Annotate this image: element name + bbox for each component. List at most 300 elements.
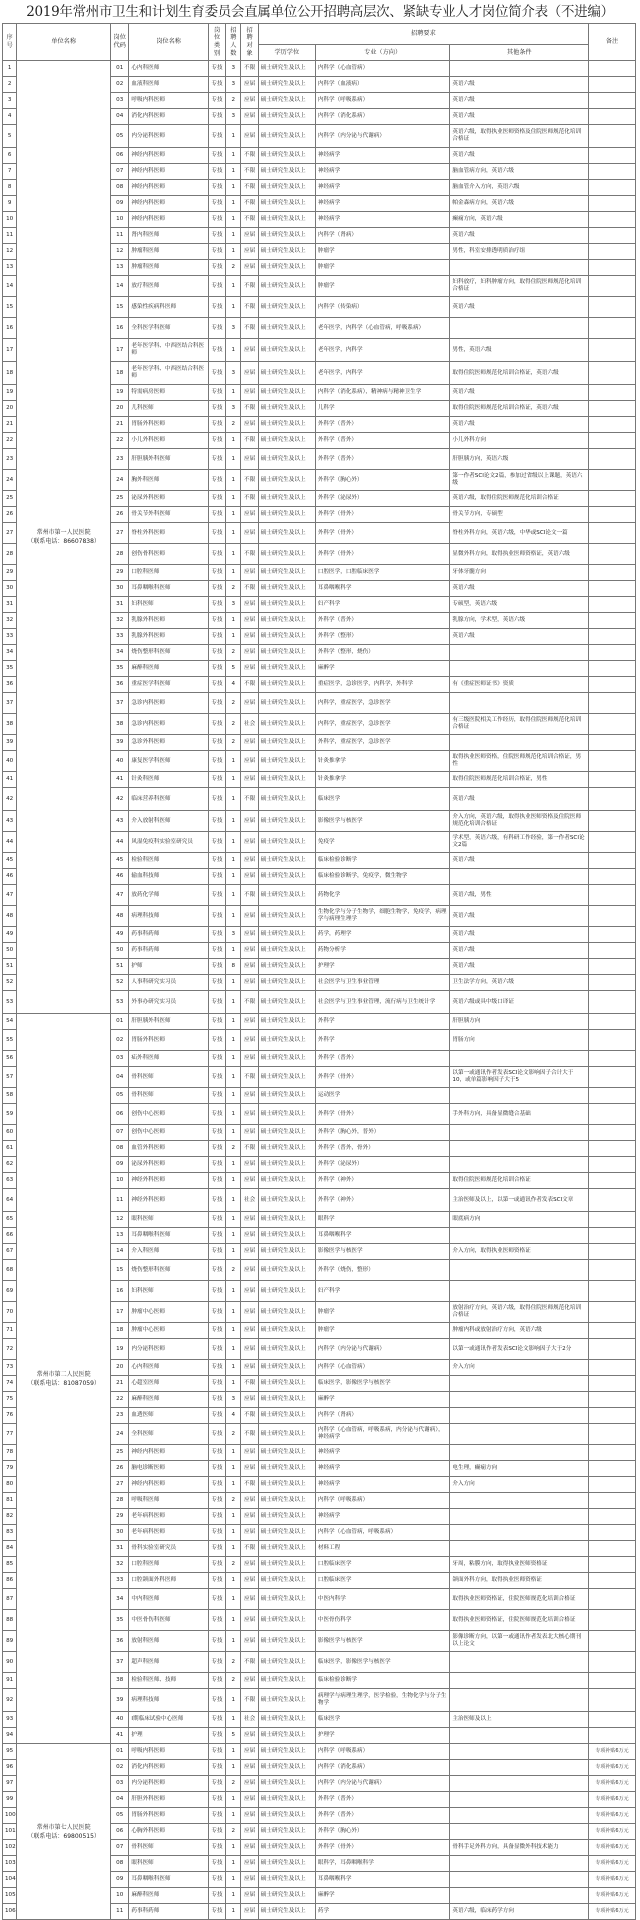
remark-cell	[589, 1051, 636, 1067]
post-name-cell: 病理科技师	[129, 906, 209, 927]
post-code-cell: 04	[111, 109, 129, 125]
hire-target-cell: 应届	[241, 1888, 258, 1904]
other-conditions-cell	[450, 1760, 589, 1776]
row-number-cell: 94	[3, 1728, 17, 1744]
hire-target-cell: 应届	[241, 906, 258, 927]
hire-count-cell: 1	[226, 523, 241, 544]
remark-cell	[589, 811, 636, 832]
major-cell: 外科学（骨外）	[315, 1067, 450, 1088]
other-conditions-cell	[450, 1525, 589, 1541]
post-name-cell: 康复医学科医师	[129, 751, 209, 772]
post-type-cell: 专技	[208, 1260, 225, 1281]
row-number-cell: 13	[3, 260, 17, 276]
row-number-cell: 26	[3, 507, 17, 523]
hire-target-cell: 不限	[241, 1067, 258, 1088]
post-code-cell: 05	[111, 125, 129, 148]
row-number-cell: 81	[3, 1493, 17, 1509]
education-cell: 硕士研究生及以上	[258, 212, 315, 228]
row-number-cell: 34	[3, 645, 17, 661]
header-no: 序号	[3, 24, 17, 61]
hire-count-cell: 1	[226, 1573, 241, 1589]
hire-count-cell: 2	[226, 693, 241, 714]
post-name-cell: 骨科医师	[129, 1067, 209, 1088]
major-cell: 口腔临床医学	[315, 1573, 450, 1589]
other-conditions-cell	[450, 260, 589, 276]
remark-cell	[589, 1493, 636, 1509]
post-code-cell: 15	[111, 297, 129, 318]
unit-phone: （联系电话：69800515）	[27, 1832, 100, 1840]
remark-cell	[589, 109, 636, 125]
post-name-cell: 妇科医师	[129, 597, 209, 613]
hire-target-cell: 不限	[241, 885, 258, 906]
major-cell: 内科学（消化系病），精神病与精神卫生学	[315, 385, 450, 401]
hire-count-cell: 1	[226, 1125, 241, 1141]
row-number-cell: 103	[3, 1856, 17, 1872]
remark-cell	[589, 1610, 636, 1631]
hire-target-cell: 应届	[241, 77, 258, 93]
remark-cell	[589, 228, 636, 244]
post-type-cell: 专技	[208, 1872, 225, 1888]
row-number-cell: 8	[3, 180, 17, 196]
other-conditions-cell: 胃肠方向	[450, 1030, 589, 1051]
remark-cell	[589, 1589, 636, 1610]
row-number-cell: 105	[3, 1888, 17, 1904]
hire-count-cell: 2	[226, 1260, 241, 1281]
major-cell: 临床医学	[315, 788, 450, 811]
education-cell: 硕士研究生及以上	[258, 1904, 315, 1920]
post-code-cell: 22	[111, 433, 129, 449]
remark-cell	[589, 1014, 636, 1030]
hire-count-cell: 2	[226, 714, 241, 735]
hire-count-cell: 3	[226, 318, 241, 339]
row-number-cell: 4	[3, 109, 17, 125]
post-name-cell: 脊柱外科医师	[129, 523, 209, 544]
post-code-cell: 18	[111, 362, 129, 385]
hire-target-cell: 应届	[241, 1840, 258, 1856]
other-conditions-cell	[450, 661, 589, 677]
education-cell: 硕士研究生及以上	[258, 959, 315, 975]
post-name-cell: 检验科医师	[129, 853, 209, 869]
education-cell: 硕士研究生及以上	[258, 943, 315, 959]
post-code-cell: 36	[111, 677, 129, 693]
hire-target-cell: 应届	[241, 1856, 258, 1872]
header-code: 岗位代码	[111, 24, 129, 61]
post-name-cell: 介入放射科医师	[129, 811, 209, 832]
major-cell: 外科学（普外）	[315, 1792, 450, 1808]
hire-target-cell: 应届	[241, 772, 258, 788]
post-type-cell: 专技	[208, 1824, 225, 1840]
remark-cell: 专项补贴6万元	[589, 1840, 636, 1856]
post-name-cell: 泌尿外科医师	[129, 1157, 209, 1173]
row-number-cell: 18	[3, 362, 17, 385]
row-number-cell: 7	[3, 164, 17, 180]
post-code-cell: 09	[111, 196, 129, 212]
unit-name-cell	[17, 1014, 111, 1744]
education-cell: 硕士研究生及以上	[258, 362, 315, 385]
major-cell: 内科学（消化系病）	[315, 109, 450, 125]
post-code-cell: 28	[111, 544, 129, 565]
row-number-cell: 55	[3, 1030, 17, 1051]
row-number-cell: 58	[3, 1088, 17, 1104]
row-number-cell: 86	[3, 1573, 17, 1589]
other-conditions-cell: 脑血管病方向，英语六级	[450, 164, 589, 180]
remark-cell	[589, 927, 636, 943]
row-number-cell: 71	[3, 1323, 17, 1339]
hire-count-cell: 4	[226, 1408, 241, 1424]
hire-count-cell: 1	[226, 1281, 241, 1302]
post-type-cell: 专技	[208, 1228, 225, 1244]
row-number-cell: 37	[3, 693, 17, 714]
education-cell: 硕士研究生及以上	[258, 1141, 315, 1157]
hire-target-cell: 不限	[241, 470, 258, 491]
row-number-cell: 50	[3, 943, 17, 959]
major-cell: 药学	[315, 1904, 450, 1920]
other-conditions-cell: 男性，英语六级	[450, 339, 589, 362]
row-number-cell: 59	[3, 1104, 17, 1125]
hire-target-cell: 应届	[241, 1125, 258, 1141]
education-cell: 硕士研究生及以上	[258, 196, 315, 212]
post-type-cell: 专技	[208, 1141, 225, 1157]
hire-count-cell: 3	[226, 109, 241, 125]
post-type-cell: 专技	[208, 228, 225, 244]
education-cell: 硕士研究生及以上	[258, 1212, 315, 1228]
post-code-cell: 03	[111, 93, 129, 109]
remark-cell	[589, 645, 636, 661]
hire-target-cell: 不限	[241, 164, 258, 180]
hire-target-cell: 应届	[241, 1631, 258, 1652]
remark-cell	[589, 1424, 636, 1445]
unit-name-cell	[17, 1744, 111, 1920]
other-conditions-cell: 英语六级	[450, 77, 589, 93]
hire-count-cell: 1	[226, 565, 241, 581]
hire-count-cell: 1	[226, 212, 241, 228]
post-name-cell: 麻醉科医师	[129, 661, 209, 677]
major-cell: 外科学（整形）	[315, 629, 450, 645]
hire-count-cell: 2	[226, 1557, 241, 1573]
other-conditions-cell: 英语六级	[450, 109, 589, 125]
major-cell: 肿瘤学	[315, 1323, 450, 1339]
hire-count-cell: 1	[226, 470, 241, 491]
remark-cell	[589, 417, 636, 433]
major-cell: 神经病学	[315, 1509, 450, 1525]
hire-count-cell: 1	[226, 164, 241, 180]
unit-name: 常州市第七人民医院	[36, 1823, 91, 1831]
hire-target-cell: 应届	[241, 811, 258, 832]
remark-cell	[589, 629, 636, 645]
post-code-cell: 41	[111, 772, 129, 788]
post-name-cell: 肿瘤中心医师	[129, 1323, 209, 1339]
major-cell: 外科学（普外）	[315, 613, 450, 629]
post-name-cell: 全科医师	[129, 1424, 209, 1445]
row-number-cell: 87	[3, 1589, 17, 1610]
post-type-cell: 专技	[208, 1461, 225, 1477]
hire-count-cell: 1	[226, 1228, 241, 1244]
hire-count-cell: 1	[226, 1339, 241, 1360]
hire-target-cell: 不限	[241, 276, 258, 297]
hire-count-cell: 3	[226, 61, 241, 77]
post-type-cell: 专技	[208, 1088, 225, 1104]
remark-cell	[589, 1244, 636, 1260]
education-cell: 硕士研究生及以上	[258, 1392, 315, 1408]
hire-target-cell: 不限	[241, 196, 258, 212]
other-conditions-cell: 肿瘤内科或放射治疗方向，英语六级	[450, 1323, 589, 1339]
other-conditions-cell: 小儿外科方向	[450, 433, 589, 449]
post-type-cell: 专技	[208, 1573, 225, 1589]
row-number-cell: 40	[3, 751, 17, 772]
post-code-cell: 38	[111, 714, 129, 735]
post-code-cell: 34	[111, 1589, 129, 1610]
post-type-cell: 专技	[208, 93, 225, 109]
row-number-cell: 49	[3, 927, 17, 943]
remark-cell: 专项补贴6万元	[589, 1856, 636, 1872]
education-cell: 硕士研究生及以上	[258, 1652, 315, 1673]
post-code-cell: 12	[111, 244, 129, 260]
post-name-cell: 泌尿外科医师	[129, 491, 209, 507]
education-cell: 硕士研究生及以上	[258, 1067, 315, 1088]
other-conditions-cell	[450, 1088, 589, 1104]
post-type-cell: 专技	[208, 164, 225, 180]
other-conditions-cell: 脊柱外科方向，英语六级，中华或SCI论文一篇	[450, 523, 589, 544]
hire-target-cell: 应届	[241, 385, 258, 401]
row-number-cell: 67	[3, 1244, 17, 1260]
row-number-cell: 47	[3, 885, 17, 906]
post-name-cell: 血管外科医师	[129, 1141, 209, 1157]
hire-count-cell: 2	[226, 260, 241, 276]
post-type-cell: 专技	[208, 927, 225, 943]
post-name-cell: 急诊内科医师	[129, 714, 209, 735]
post-name-cell: 肝胆外科医师	[129, 1792, 209, 1808]
post-name-cell: 血液科医师	[129, 77, 209, 93]
remark-cell	[589, 772, 636, 788]
hire-target-cell: 应届	[241, 1776, 258, 1792]
major-cell: 眼科学	[315, 1212, 450, 1228]
hire-count-cell: 1	[226, 629, 241, 645]
post-name-cell: 烧伤整形科医师	[129, 1260, 209, 1281]
post-code-cell: 12	[111, 1212, 129, 1228]
education-cell: 硕士研究生及以上	[258, 507, 315, 523]
post-type-cell: 专技	[208, 1360, 225, 1376]
hire-count-cell: 1	[226, 772, 241, 788]
major-cell: 内科学（肾病）	[315, 228, 450, 244]
hire-target-cell: 应届	[241, 693, 258, 714]
major-cell: 护理学	[315, 959, 450, 975]
post-type-cell: 专技	[208, 613, 225, 629]
hire-count-cell: 1	[226, 751, 241, 772]
post-code-cell: 03	[111, 1776, 129, 1792]
hire-target-cell: 应届	[241, 943, 258, 959]
education-cell: 硕士研究生及以上	[258, 1744, 315, 1760]
major-cell: 材料工程	[315, 1541, 450, 1557]
row-number-cell: 76	[3, 1408, 17, 1424]
post-code-cell: 21	[111, 1376, 129, 1392]
row-number-cell: 90	[3, 1652, 17, 1673]
major-cell: 外科学（普外，骨外）	[315, 1141, 450, 1157]
education-cell: 硕士研究生及以上	[258, 1792, 315, 1808]
other-conditions-cell: 英语六级	[450, 93, 589, 109]
major-cell: 口腔临床医学	[315, 1557, 450, 1573]
hire-target-cell: 应届	[241, 1281, 258, 1302]
post-name-cell: 口腔科医师	[129, 1557, 209, 1573]
post-code-cell: 25	[111, 491, 129, 507]
education-cell: 硕士研究生及以上	[258, 1302, 315, 1323]
education-cell: 硕士研究生及以上	[258, 1477, 315, 1493]
row-number-cell: 96	[3, 1760, 17, 1776]
hire-count-cell: 1	[226, 148, 241, 164]
education-cell: 硕士研究生及以上	[258, 401, 315, 417]
hire-count-cell: 1	[226, 1509, 241, 1525]
major-cell: 临床医学，影像医学与核医学	[315, 1376, 450, 1392]
hire-target-cell: 应届	[241, 1260, 258, 1281]
education-cell: 硕士研究生及以上	[258, 1125, 315, 1141]
remark-cell	[589, 613, 636, 629]
post-name-cell: 神经内科医师	[129, 148, 209, 164]
post-name-cell: 呼吸科医师	[129, 1493, 209, 1509]
hire-target-cell: 应届	[241, 735, 258, 751]
post-code-cell: 35	[111, 661, 129, 677]
post-type-cell: 专技	[208, 869, 225, 885]
post-type-cell: 专技	[208, 1125, 225, 1141]
remark-cell: 专项补贴6万元	[589, 1776, 636, 1792]
major-cell: 影像医学与核医学	[315, 811, 450, 832]
post-name-cell: 老年病科医师	[129, 1525, 209, 1541]
hire-count-cell: 1	[226, 1014, 241, 1030]
row-number-cell: 30	[3, 581, 17, 597]
hire-count-cell: 1	[226, 1610, 241, 1631]
major-cell: 针灸推拿学	[315, 751, 450, 772]
major-cell: 麻醉学	[315, 661, 450, 677]
post-code-cell: 23	[111, 1408, 129, 1424]
post-name-cell: 肝胆胰外科医师	[129, 449, 209, 470]
major-cell: 外科学（整形，烧伤）	[315, 645, 450, 661]
row-number-cell: 46	[3, 869, 17, 885]
post-code-cell: 32	[111, 1557, 129, 1573]
post-type-cell: 专技	[208, 1157, 225, 1173]
hire-target-cell: 不限	[241, 1408, 258, 1424]
other-conditions-cell: 取得住院医师规范化培训合格证，英语六级	[450, 401, 589, 417]
post-type-cell: 专技	[208, 276, 225, 297]
post-name-cell: 麻醉科医师	[129, 1888, 209, 1904]
remark-cell	[589, 906, 636, 927]
remark-cell	[589, 853, 636, 869]
education-cell: 硕士研究生及以上	[258, 244, 315, 260]
remark-cell	[589, 1631, 636, 1652]
hire-count-cell: 5	[226, 661, 241, 677]
post-name-cell: 耳鼻咽喉科医师	[129, 1228, 209, 1244]
education-cell: 硕士研究生及以上	[258, 1260, 315, 1281]
education-cell: 硕士研究生及以上	[258, 1840, 315, 1856]
hire-count-cell: 3	[226, 1392, 241, 1408]
hire-target-cell: 不限	[241, 1141, 258, 1157]
post-code-cell: 23	[111, 449, 129, 470]
hire-count-cell: 2	[226, 645, 241, 661]
hire-count-cell: 1	[226, 180, 241, 196]
hire-target-cell: 应届	[241, 1014, 258, 1030]
row-number-cell: 51	[3, 959, 17, 975]
other-conditions-cell	[450, 1652, 589, 1673]
hire-target-cell: 应届	[241, 853, 258, 869]
post-type-cell: 专技	[208, 581, 225, 597]
remark-cell	[589, 1712, 636, 1728]
hire-count-cell: 5	[226, 1728, 241, 1744]
post-type-cell: 专技	[208, 148, 225, 164]
hire-count-cell: 1	[226, 339, 241, 362]
major-cell: 针灸推拿学	[315, 772, 450, 788]
post-code-cell: 06	[111, 1104, 129, 1125]
hire-count-cell: 1	[226, 1712, 241, 1728]
education-cell: 硕士研究生及以上	[258, 417, 315, 433]
other-conditions-cell	[450, 1509, 589, 1525]
hire-target-cell: 不限	[241, 1652, 258, 1673]
post-type-cell: 专技	[208, 1557, 225, 1573]
education-cell: 硕士研究生及以上	[258, 318, 315, 339]
major-cell: 耳鼻咽喉科学	[315, 1228, 450, 1244]
row-number-cell: 91	[3, 1673, 17, 1689]
hire-target-cell: 应届	[241, 125, 258, 148]
post-code-cell: 44	[111, 832, 129, 853]
post-code-cell: 19	[111, 1339, 129, 1360]
hire-count-cell: 1	[226, 1541, 241, 1557]
hire-count-cell: 1	[226, 1376, 241, 1392]
hire-count-cell: 1	[226, 1189, 241, 1212]
education-cell: 硕士研究生及以上	[258, 1461, 315, 1477]
remark-cell	[589, 1088, 636, 1104]
post-type-cell: 专技	[208, 1030, 225, 1051]
major-cell: 口腔医学，口腔临床医学	[315, 565, 450, 581]
post-type-cell: 专技	[208, 77, 225, 93]
other-conditions-cell: 取得执业医师资格证，住院医师规范化培训合格证	[450, 1589, 589, 1610]
remark-cell	[589, 148, 636, 164]
hire-target-cell: 应届	[241, 565, 258, 581]
remark-cell: 专项补贴6万元	[589, 1824, 636, 1840]
post-type-cell: 专技	[208, 507, 225, 523]
major-cell: 内科学，重症医学，急诊医学	[315, 693, 450, 714]
post-name-cell: 老年病科医师	[129, 1509, 209, 1525]
hire-count-cell: 1	[226, 1888, 241, 1904]
post-code-cell: 17	[111, 339, 129, 362]
post-name-cell: 人事科研究实习员	[129, 975, 209, 991]
other-conditions-cell: 英语六级	[450, 581, 589, 597]
major-cell: 麻醉学	[315, 1888, 450, 1904]
remark-cell	[589, 869, 636, 885]
post-name-cell: 眼科医师	[129, 1856, 209, 1872]
remark-cell	[589, 125, 636, 148]
education-cell: 硕士研究生及以上	[258, 180, 315, 196]
post-name-cell: 消化内科医师	[129, 109, 209, 125]
education-cell: 硕士研究生及以上	[258, 975, 315, 991]
major-cell: 内科学（呼吸系病）	[315, 1744, 450, 1760]
post-code-cell: 14	[111, 276, 129, 297]
major-cell: 内科学（呼吸系病）	[315, 1493, 450, 1509]
remark-cell	[589, 196, 636, 212]
education-cell: 硕士研究生及以上	[258, 869, 315, 885]
hire-target-cell: 应届	[241, 597, 258, 613]
hire-target-cell: 不限	[241, 212, 258, 228]
hire-count-cell: 1	[226, 1173, 241, 1189]
post-type-cell: 专技	[208, 1051, 225, 1067]
post-type-cell: 专技	[208, 943, 225, 959]
other-conditions-cell: 英语六级，男性	[450, 885, 589, 906]
education-cell: 硕士研究生及以上	[258, 1631, 315, 1652]
remark-cell	[589, 1189, 636, 1212]
remark-cell	[589, 544, 636, 565]
header-other: 其他条件	[450, 45, 589, 61]
hire-count-cell: 1	[226, 1461, 241, 1477]
remark-cell	[589, 959, 636, 975]
hire-target-cell: 不限	[241, 1424, 258, 1445]
post-code-cell: 48	[111, 906, 129, 927]
post-code-cell: 28	[111, 1493, 129, 1509]
table-row	[3, 1014, 636, 1030]
